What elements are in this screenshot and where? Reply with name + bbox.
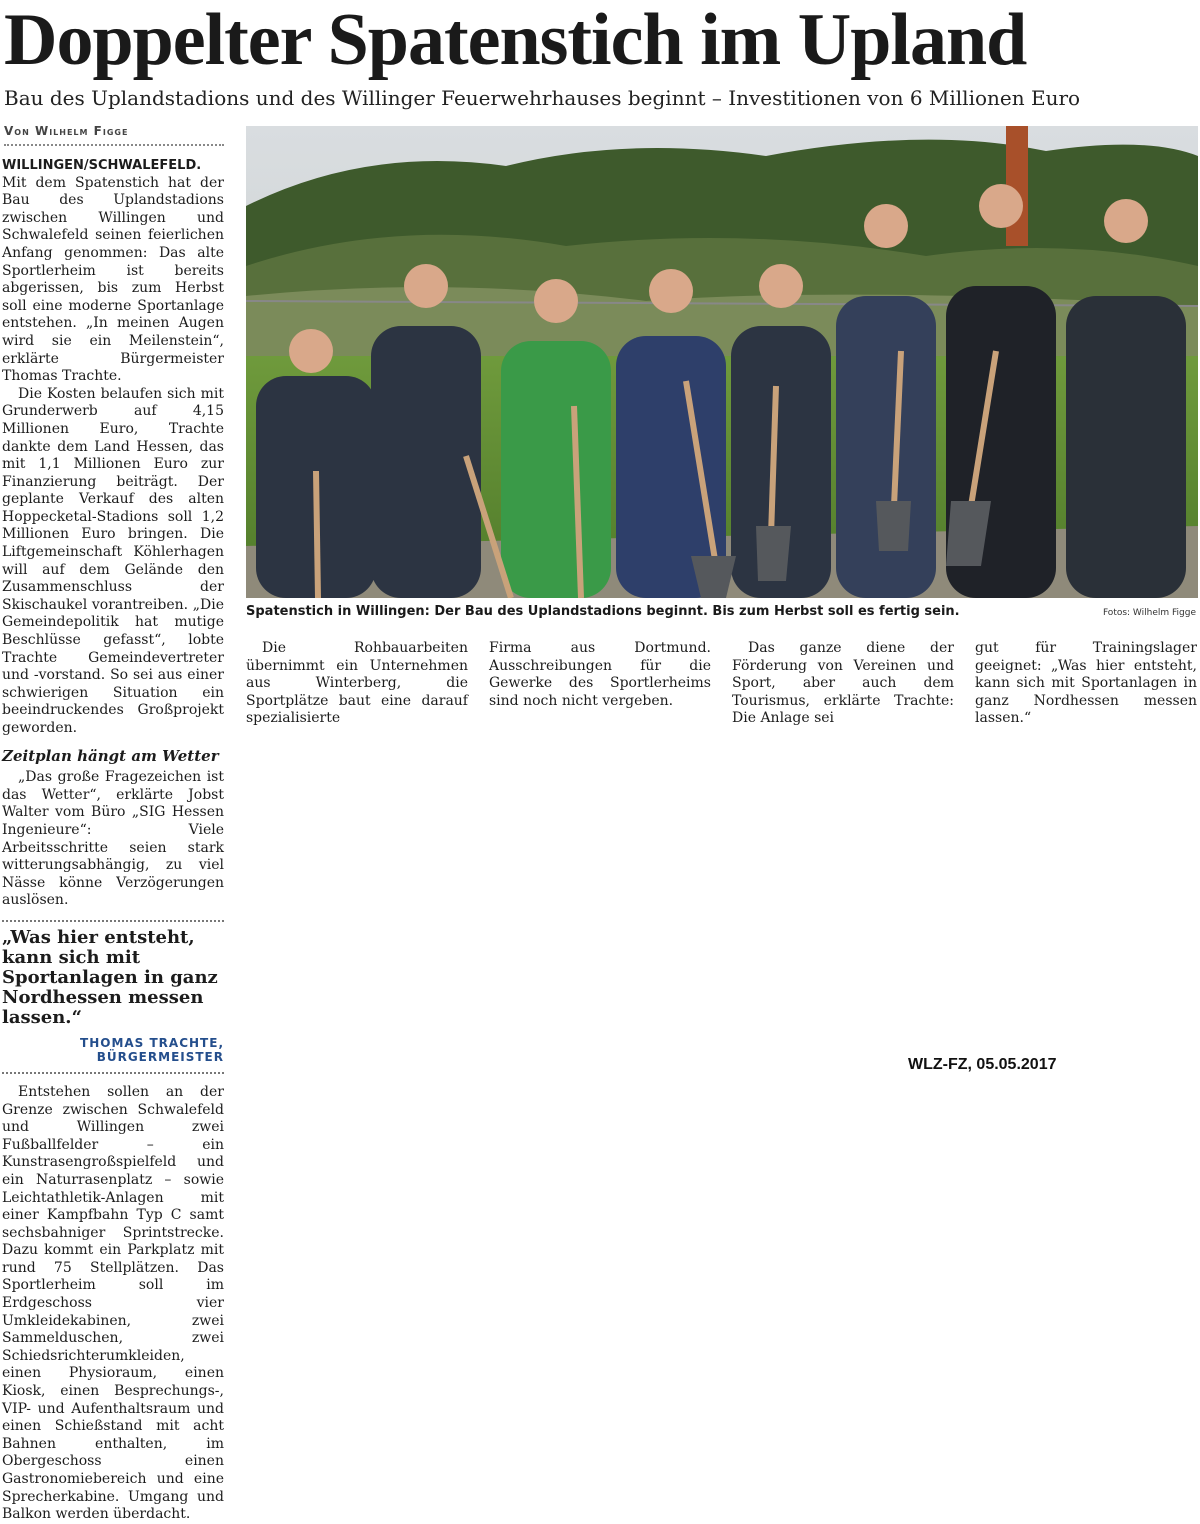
article-column-1 xyxy=(2,157,224,1524)
paragraph: Die Rohbauarbeiten übernimmt ein Unternehmen aus Winterberg, die Sportplätze baut eine darauf spezialisierte xyxy=(246,640,468,727)
source-note: WLZ-FZ, 05.05.2017 xyxy=(908,1056,1057,1073)
headline: Doppelter Spatenstich im Upland xyxy=(4,0,1027,81)
paragraph: Die Kosten belaufen sich mit Grunderwerb auf 4,15 Millionen Euro, Trachte dankte dem Land Hessen, das mit 1,1 Millionen Euro zur Finanzierung beiträgt. Der geplante Verkauf des alten Hoppecketal-Stadions soll 1,2 Millionen Euro bringen. Die Liftgemeinschaft Köhlerhagen will auf dem Gelände den Zusammenschluss der Skischaukel vorantreiben. „Die Gemeindepolitik hat mutige Beschlüsse gefasst“, lobte Trachte Gemeindevertreter und -vorstand. So sei aus einer schwierigen Situation ein beeindruckendes Großprojekt geworden. xyxy=(2,385,224,736)
paragraph: gut für Trainingslager geeignet: „Was hier entsteht, kann sich mit Sportanlagen in ganz Nordhessen messen lassen.“ xyxy=(975,640,1197,727)
paragraph: „Das große Fragezeichen ist das Wetter“, erklärte Jobst Walter vom Büro „SIG Hessen Ingenieure“: Viele Arbeitsschritte seien stark witterungsabhängig, zu viel Nässe könne Verzögerungen auslösen. xyxy=(2,769,224,909)
group-photo-illustration xyxy=(246,126,1198,598)
pull-quote-source xyxy=(2,1036,224,1064)
paragraph: Das ganze diene der Förderung von Vereinen und Sport, aber auch dem Tourismus, erklärte Trachte: Die Anlage sei xyxy=(732,640,954,727)
paragraph: Firma aus Dortmund. Ausschreibungen für die Gewerke des Sportlerheims sind noch nicht vergeben. xyxy=(489,640,711,709)
article-photo xyxy=(246,126,1198,598)
photo-caption: Spatenstich in Willingen: Der Bau des Uplandstadions beginnt. Bis zum Herbst soll es fertig sein. xyxy=(246,604,960,619)
subheading: Zeitplan hängt am Wetter xyxy=(2,746,219,765)
pull-quote-source-name: THOMAS TRACHTE, xyxy=(80,1035,224,1050)
paragraph xyxy=(2,157,224,386)
byline: Von Wilhelm Figge xyxy=(4,124,224,146)
article-column-5 xyxy=(975,640,1197,728)
paragraph: Entstehen sollen an der Grenze zwischen Schwalefeld und Willingen zwei Fußballfelder – ein Kunstrasengroßspielfeld und ein Naturrasenplatz – sowie Leichtathletik-Anlagen mit einer Kampfbahn Typ C samt sechsbahniger Sprintstrecke. Dazu kommt ein Parkplatz mit rund 75 Stellplätzen. Das Sportlerheim soll im Erdgeschoss vier Umkleidekabinen, zwei Sammelduschen, zwei Schiedsrichterumkleiden, einen Physioraum, einen Kiosk, einen Besprechungs-, VIP- und Aufenthaltsraum und einen Schießstand mit acht Bahnen enthalten, im Obergeschoss einen Gastronomiebereich und eine Sprecherkabine. Umgang und Balkon werden überdacht. xyxy=(2,1083,224,1523)
photo-credit: Fotos: Wilhelm Figge xyxy=(1102,608,1196,618)
pull-quote xyxy=(2,920,224,1074)
article-column-4 xyxy=(732,640,954,728)
pull-quote-source-title: BÜRGERMEISTER xyxy=(96,1049,224,1064)
pull-quote-text: „Was hier entsteht, kann sich mit Sportanlagen in ganz Nordhessen messen lassen.“ xyxy=(2,926,218,1028)
paragraph-text: Mit dem Spatenstich hat der Bau des Uplandstadions zwischen Willingen und Schwalefeld seinen feierlichen Anfang genommen: Das alte Sportlerheim ist bereits abgerissen, bis zum Herbst soll eine moderne Sportanlage entstehen. „In meinen Augen wird sie ein Meilenstein“, erklärte Bürgermeister Thomas Trachte. xyxy=(2,174,224,385)
dateline: WILLINGEN/SCHWALEFELD. xyxy=(2,158,202,173)
article-column-2 xyxy=(246,640,468,728)
article-column-3 xyxy=(489,640,711,710)
subline: Bau des Uplandstadions und des Willinger Feuerwehrhauses beginnt – Investitionen von 6 Millionen Euro xyxy=(4,86,1081,110)
